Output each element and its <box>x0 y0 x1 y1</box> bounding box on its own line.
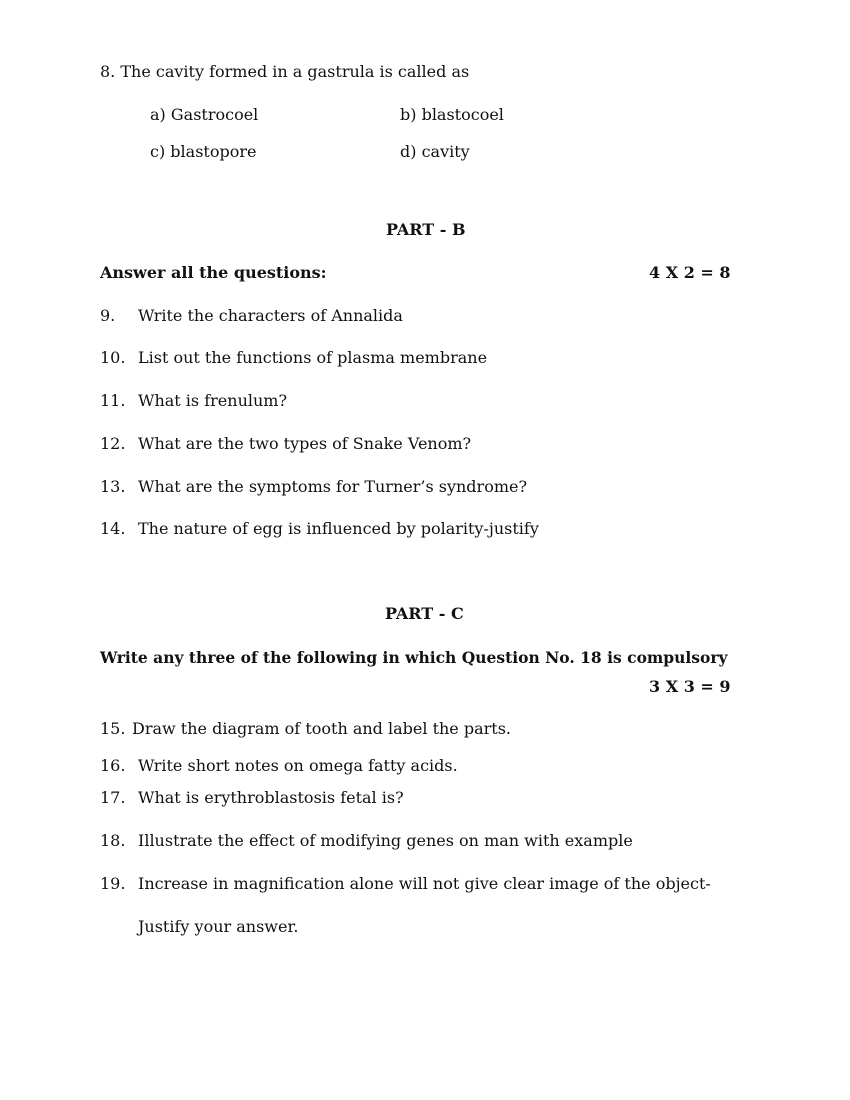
part-b-title: PART - B <box>386 220 466 239</box>
question-8-text: 8. The cavity formed in a gastrula is called as <box>100 62 470 81</box>
question-text: The nature of egg is influenced by polarity-justify <box>138 519 539 538</box>
question-number: 18. <box>100 831 126 850</box>
option-d: d) cavity <box>400 142 470 161</box>
question-13 <box>100 477 527 496</box>
question-text: Write the characters of Annalida <box>138 306 403 325</box>
question-number: 13. <box>100 477 126 496</box>
part-c-title: PART - C <box>385 604 464 623</box>
question-11 <box>100 391 287 410</box>
question-number: 11. <box>100 391 126 410</box>
question-text: List out the functions of plasma membrane <box>138 348 488 367</box>
question-text: What is erythroblastosis fetal is? <box>138 788 404 807</box>
question-number: 15. <box>100 719 126 738</box>
question-text: Illustrate the effect of modifying genes on man with example <box>138 831 633 850</box>
question-text: What are the two types of Snake Venom? <box>138 434 472 453</box>
question-15 <box>100 719 511 738</box>
part-c-instruction: Write any three of the following in which Question No. 18 is compulsory <box>100 648 728 667</box>
question-17 <box>100 788 404 807</box>
question-number: 12. <box>100 434 126 453</box>
question-number: 10. <box>100 348 126 367</box>
question-number: 9. <box>100 306 116 325</box>
question-text: What is frenulum? <box>138 391 288 410</box>
question-19-continuation: Justify your answer. <box>138 917 299 936</box>
part-c-marks: 3 X 3 = 9 <box>649 677 731 696</box>
question-9 <box>100 306 403 325</box>
question-number: 16. <box>100 756 126 775</box>
question-text: What are the symptoms for Turner’s syndrome? <box>138 477 528 496</box>
question-19 <box>100 874 711 893</box>
part-b-marks: 4 X 2 = 8 <box>649 263 731 282</box>
question-number: 17. <box>100 788 126 807</box>
question-number: 14. <box>100 519 126 538</box>
option-a: a) Gastrocoel <box>150 105 259 124</box>
option-b: b) blastocoel <box>400 105 504 124</box>
question-18 <box>100 831 633 850</box>
part-b-instruction: Answer all the questions: <box>100 263 327 282</box>
option-c: c) blastopore <box>150 142 257 161</box>
question-text: Draw the diagram of tooth and label the parts. <box>132 719 512 738</box>
question-text: Increase in magnification alone will not give clear image of the object- <box>138 874 711 893</box>
question-10 <box>100 348 487 367</box>
question-number: 19. <box>100 874 126 893</box>
question-12 <box>100 434 471 453</box>
question-14 <box>100 519 539 538</box>
question-16 <box>100 756 458 775</box>
question-text: Write short notes on omega fatty acids. <box>138 756 458 775</box>
